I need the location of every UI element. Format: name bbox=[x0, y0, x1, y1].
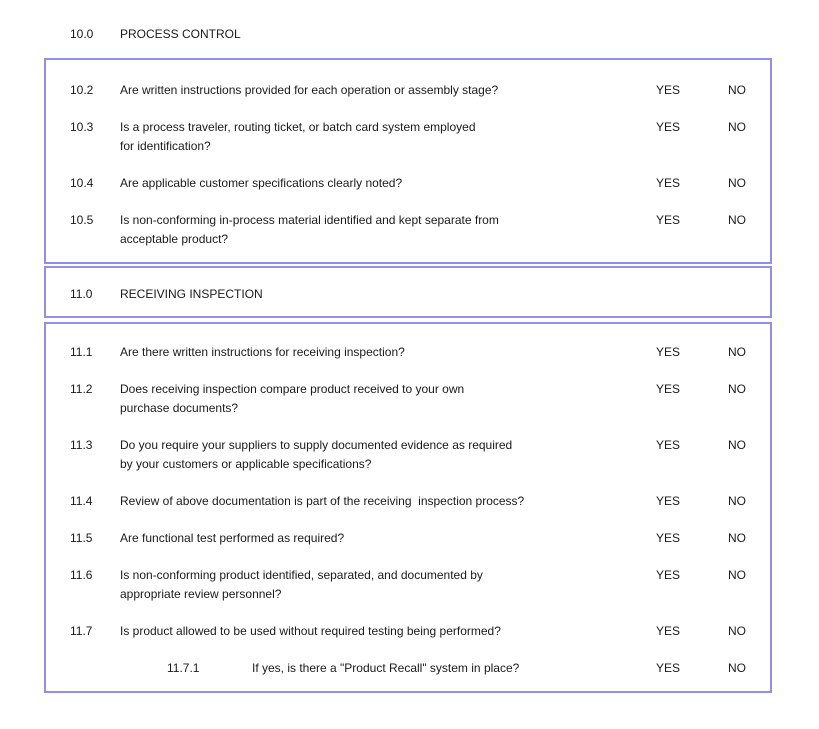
question-text bbox=[120, 492, 656, 511]
yes-option[interactable]: YES bbox=[656, 213, 681, 227]
yes-option[interactable]: YES bbox=[656, 568, 681, 582]
question-row bbox=[46, 436, 770, 474]
question-row bbox=[46, 343, 770, 362]
question-text bbox=[120, 211, 656, 249]
question-line: for identification? bbox=[120, 139, 211, 153]
question-line: Are functional test performed as required? bbox=[120, 531, 345, 545]
question-line: Is non-conforming in-process material identified and kept separate from bbox=[120, 213, 499, 227]
question-number: 11.3 bbox=[70, 438, 93, 452]
section-title: RECEIVING INSPECTION bbox=[120, 287, 263, 301]
question-row bbox=[46, 492, 770, 511]
no-option[interactable]: NO bbox=[728, 83, 746, 97]
section-number: 11.0 bbox=[70, 287, 93, 301]
question-line: Is non-conforming product identified, separated, and documented by bbox=[120, 568, 483, 582]
question-number: 10.3 bbox=[70, 120, 94, 134]
question-row bbox=[46, 622, 770, 641]
question-text bbox=[120, 118, 656, 156]
no-option[interactable]: NO bbox=[728, 213, 746, 227]
question-number: 10.2 bbox=[70, 83, 94, 97]
section-box-receiving-header bbox=[44, 266, 772, 318]
yes-option[interactable]: YES bbox=[656, 382, 681, 396]
question-line: If yes, is there a "Product Recall" system in place? bbox=[252, 661, 520, 675]
question-text bbox=[252, 659, 656, 678]
question-text bbox=[120, 436, 656, 474]
question-number: 11.2 bbox=[70, 382, 93, 396]
question-line: Is a process traveler, routing ticket, or batch card system employed bbox=[120, 120, 476, 134]
question-line: Are applicable customer specifications clearly noted? bbox=[120, 176, 403, 190]
question-text bbox=[120, 81, 656, 100]
section-box-receiving-inspection bbox=[44, 322, 772, 693]
no-option[interactable]: NO bbox=[728, 568, 746, 582]
yes-option[interactable]: YES bbox=[656, 531, 681, 545]
yes-option[interactable]: YES bbox=[656, 176, 681, 190]
yes-option[interactable]: YES bbox=[656, 494, 681, 508]
yes-option[interactable]: YES bbox=[656, 345, 681, 359]
no-option[interactable]: NO bbox=[728, 624, 746, 638]
section-heading-11 bbox=[46, 285, 770, 304]
question-line: acceptable product? bbox=[120, 232, 229, 246]
question-line: by your customers or applicable specifications? bbox=[120, 457, 372, 471]
no-option[interactable]: NO bbox=[728, 438, 746, 452]
question-row bbox=[46, 380, 770, 418]
question-row bbox=[46, 211, 770, 249]
section-box-process-control bbox=[44, 58, 772, 264]
question-text bbox=[120, 343, 656, 362]
question-number: 10.5 bbox=[70, 213, 94, 227]
question-text bbox=[120, 529, 656, 548]
no-option[interactable]: NO bbox=[728, 176, 746, 190]
question-line: Review of above documentation is part of the receiving inspection process? bbox=[120, 494, 525, 508]
section-heading-10 bbox=[0, 25, 819, 44]
question-row bbox=[46, 118, 770, 156]
yes-option[interactable]: YES bbox=[656, 83, 681, 97]
question-line: Are written instructions provided for each operation or assembly stage? bbox=[120, 83, 499, 97]
question-line: Is product allowed to be used without required testing being performed? bbox=[120, 624, 501, 638]
question-text bbox=[120, 566, 656, 604]
question-number: 11.5 bbox=[70, 531, 93, 545]
question-number: 11.7 bbox=[70, 624, 93, 638]
question-line: appropriate review personnel? bbox=[120, 587, 282, 601]
yes-option[interactable]: YES bbox=[656, 624, 681, 638]
no-option[interactable]: NO bbox=[728, 345, 746, 359]
question-number: 11.6 bbox=[70, 568, 93, 582]
no-option[interactable]: NO bbox=[728, 120, 746, 134]
section-title: PROCESS CONTROL bbox=[120, 27, 241, 41]
question-number: 10.4 bbox=[70, 176, 94, 190]
question-row bbox=[46, 529, 770, 548]
question-text bbox=[120, 380, 656, 418]
yes-option[interactable]: YES bbox=[656, 120, 681, 134]
yes-option[interactable]: YES bbox=[656, 438, 681, 452]
question-number: 11.1 bbox=[70, 345, 93, 359]
question-line: Does receiving inspection compare product received to your own bbox=[120, 382, 465, 396]
question-number: 11.7.1 bbox=[167, 661, 200, 675]
no-option[interactable]: NO bbox=[728, 382, 746, 396]
no-option[interactable]: NO bbox=[728, 494, 746, 508]
question-row bbox=[46, 174, 770, 193]
yes-option[interactable]: YES bbox=[656, 661, 681, 675]
question-line: Are there written instructions for receiving inspection? bbox=[120, 345, 405, 359]
section-number: 10.0 bbox=[70, 27, 94, 41]
question-text bbox=[120, 622, 656, 641]
question-line: Do you require your suppliers to supply documented evidence as required bbox=[120, 438, 513, 452]
question-text bbox=[120, 174, 656, 193]
no-option[interactable]: NO bbox=[728, 661, 746, 675]
question-number: 11.4 bbox=[70, 494, 93, 508]
sub-question-row bbox=[46, 659, 770, 678]
question-line: purchase documents? bbox=[120, 401, 239, 415]
no-option[interactable]: NO bbox=[728, 531, 746, 545]
question-row bbox=[46, 566, 770, 604]
question-row bbox=[46, 81, 770, 100]
